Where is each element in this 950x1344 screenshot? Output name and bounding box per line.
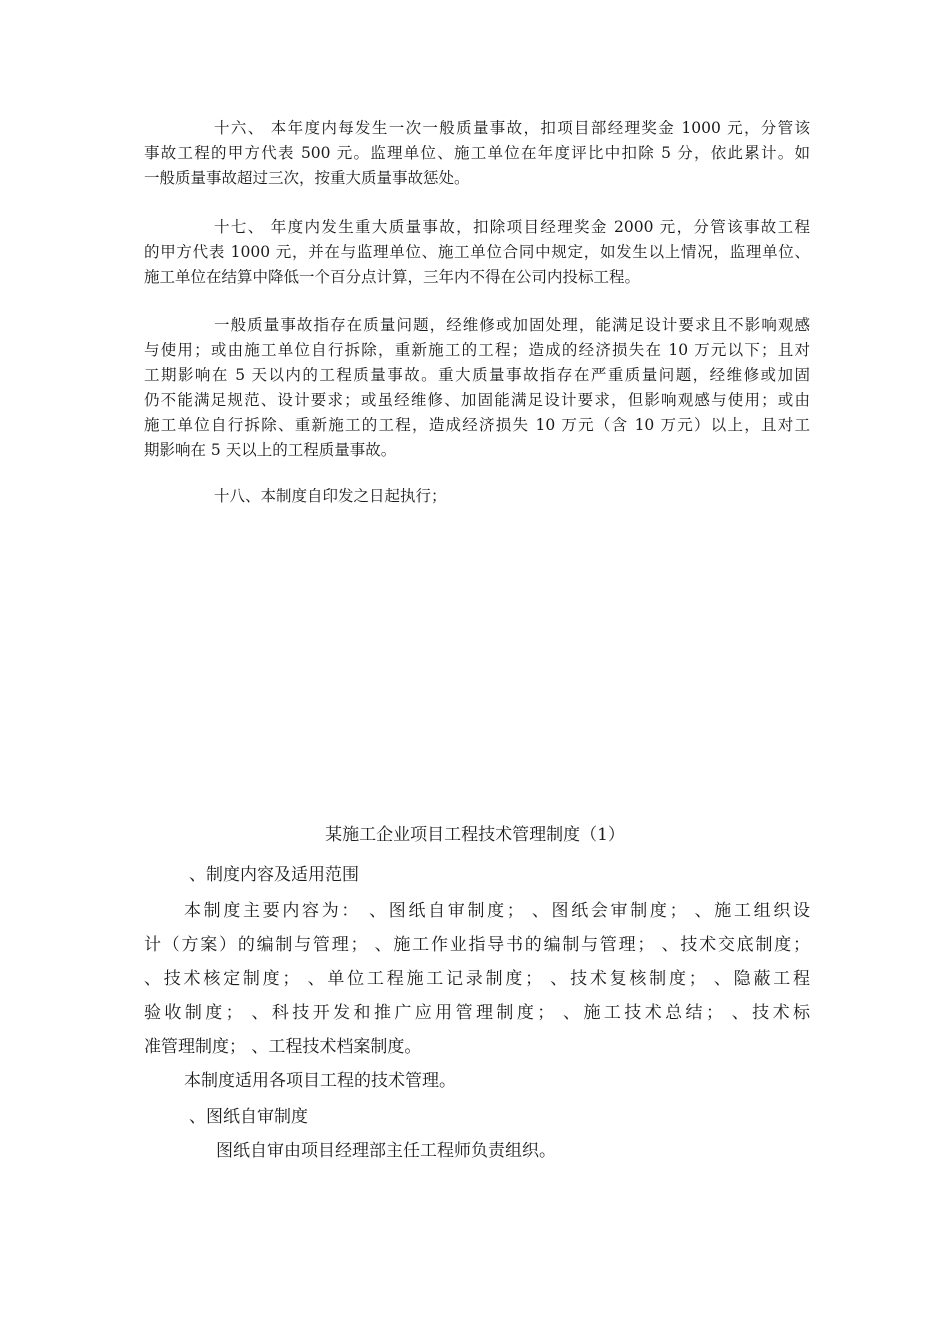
text-line: 工期影响在 5 天以内的工程质量事故。重大质量事故指存在严重质量问题，经维修或加固 — [144, 366, 810, 384]
text-line: 准管理制度； 、工程技术档案制度。 — [144, 1037, 422, 1057]
paragraph-sixteen — [144, 116, 810, 191]
text-line: 一般质量事故超过三次，按重大质量事故惩处。 — [144, 169, 470, 187]
text-line: 十六、 本年度内每发生一次一般质量事故，扣项目部经理奖金 1000 元，分管该 — [214, 119, 810, 137]
text-line: 、技术核定制度； 、单位工程施工记录制度； 、技术复核制度； 、隐蔽工程 — [144, 969, 810, 989]
text-line: 一般质量事故指存在质量问题，经维修或加固处理，能满足设计要求且不影响观感 — [214, 316, 810, 334]
text-line: 与使用；或由施工单位自行拆除，重新施工的工程；造成的经济损失在 10 万元以下；且对 — [144, 341, 810, 359]
text-line: 期影响在 5 天以上的工程质量事故。 — [144, 441, 397, 459]
text-line: 仍不能满足规范、设计要求；或虽经维修、加固能满足设计要求，但影响观感与使用；或由 — [144, 391, 810, 409]
text-line: 图纸自审由项目经理部主任工程师负责组织。 — [216, 1141, 556, 1161]
text-line: 的甲方代表 1000 元，并在与监理单位、施工单位合同中规定，如发生以上情况，监理单位、 — [144, 243, 810, 261]
text-line: 施工单位在结算中降低一个百分点计算，三年内不得在公司内投标工程。 — [144, 268, 641, 286]
text-line: 事故工程的甲方代表 500 元。监理单位、施工单位在年度评比中扣除 5 分，依此累计。如 — [144, 144, 810, 162]
text-line: 本制度主要内容为： 、图纸自审制度； 、图纸会审制度； 、施工组织设 — [184, 901, 810, 921]
heading-text: 、制度内容及适用范围 — [189, 865, 359, 885]
paragraph-contents — [144, 894, 810, 1098]
text-line: 计（方案）的编制与管理； 、施工作业指导书的编制与管理； 、技术交底制度； — [144, 935, 810, 955]
text-line: 本制度适用各项目工程的技术管理。 — [184, 1071, 456, 1091]
document-title: 某施工企业项目工程技术管理制度（1） — [325, 825, 625, 845]
text-line: 十七、 年度内发生重大质量事故，扣除项目经理奖金 2000 元，分管该事故工程 — [214, 218, 810, 236]
paragraph-eighteen — [144, 484, 810, 509]
section-heading-scope — [144, 858, 810, 892]
heading-text: 、图纸自审制度 — [189, 1107, 308, 1127]
text-line: 验收制度； 、科技开发和推广应用管理制度； 、施工技术总结； 、技术标 — [144, 1003, 810, 1023]
paragraph-seventeen — [144, 215, 810, 290]
section-heading-drawing-review — [144, 1100, 810, 1168]
text-line: 十八、本制度自印发之日起执行； — [214, 487, 447, 505]
text-line: 施工单位自行拆除、重新施工的工程，造成经济损失 10 万元（含 10 万元）以上，且对工 — [144, 416, 810, 434]
paragraph-definitions — [144, 313, 810, 463]
